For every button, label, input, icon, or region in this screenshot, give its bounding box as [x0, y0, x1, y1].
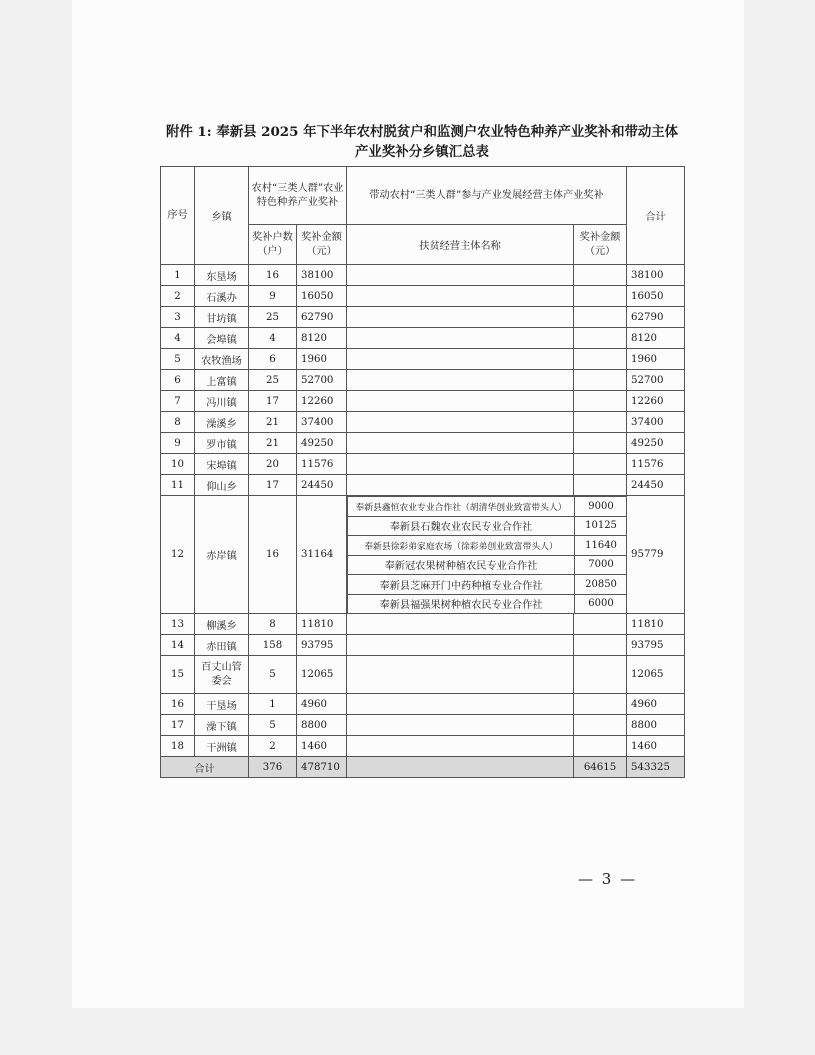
cell-town: 仰山乡	[195, 475, 249, 496]
cell-amount: 12260	[297, 391, 347, 412]
cell-seq: 7	[161, 391, 195, 412]
cell-entity-name	[347, 328, 574, 349]
cell-entity-amount	[574, 614, 627, 635]
cell-total: 16050	[627, 286, 685, 307]
cell-entity-name	[347, 715, 574, 736]
cell-households: 6	[249, 349, 297, 370]
cell-amount: 93795	[297, 635, 347, 656]
cell-households: 17	[249, 475, 297, 496]
cell-entity-amount	[574, 286, 627, 307]
cell-households: 9	[249, 286, 297, 307]
cell-town: 赤岸镇	[195, 496, 249, 614]
header-households: 奖补户数（户）	[249, 225, 297, 265]
entity-list	[347, 496, 627, 613]
cell-town: 宋埠镇	[195, 454, 249, 475]
cell-entity-name	[347, 433, 574, 454]
cell-seq: 3	[161, 307, 195, 328]
cell-town: 冯川镇	[195, 391, 249, 412]
table-row	[161, 433, 685, 454]
cell-seq: 4	[161, 328, 195, 349]
cell-entity-name	[347, 694, 574, 715]
list-item	[348, 555, 627, 575]
cell-town: 澡溪乡	[195, 412, 249, 433]
cell-total: 37400	[627, 412, 685, 433]
cell-amount: 11810	[297, 614, 347, 635]
list-item	[348, 536, 627, 556]
cell-seq: 16	[161, 694, 195, 715]
cell-entity-name	[347, 391, 574, 412]
cell-amount: 49250	[297, 433, 347, 454]
cell-total: 12065	[627, 656, 685, 694]
cell-total: 93795	[627, 635, 685, 656]
table-row	[161, 412, 685, 433]
table-row	[161, 349, 685, 370]
header-row-1	[161, 167, 685, 225]
cell-households: 25	[249, 307, 297, 328]
table-row-with-entities	[161, 496, 685, 614]
cell-amount: 1460	[297, 736, 347, 757]
cell-amount: 37400	[297, 412, 347, 433]
list-item	[348, 497, 627, 517]
table-row	[161, 391, 685, 412]
cell-entity-amount	[574, 307, 627, 328]
cell-entity-amount	[574, 265, 627, 286]
table-row	[161, 265, 685, 286]
entity-amount: 10125	[575, 516, 627, 536]
cell-entity-amount	[574, 433, 627, 454]
cell-total: 52700	[627, 370, 685, 391]
cell-total: 1960	[627, 349, 685, 370]
cell-amount: 62790	[297, 307, 347, 328]
cell-total: 4960	[627, 694, 685, 715]
cell-seq: 8	[161, 412, 195, 433]
cell-total: 11810	[627, 614, 685, 635]
cell-households: 20	[249, 454, 297, 475]
table-row	[161, 454, 685, 475]
cell-entity-amount	[574, 635, 627, 656]
table-row	[161, 635, 685, 656]
list-item	[348, 516, 627, 536]
cell-households: 2	[249, 736, 297, 757]
cell-amount: 8120	[297, 328, 347, 349]
table-row	[161, 656, 685, 694]
cell-entity-amount	[574, 370, 627, 391]
entity-amount: 20850	[575, 575, 627, 595]
cell-entity-amount	[574, 349, 627, 370]
cell-town: 澡下镇	[195, 715, 249, 736]
cell-town: 百丈山管委会	[195, 656, 249, 694]
table-row	[161, 475, 685, 496]
cell-entity-name	[347, 307, 574, 328]
cell-entity-name	[347, 656, 574, 694]
cell-amount: 52700	[297, 370, 347, 391]
entity-name: 奉新冠农果树种植农民专业合作社	[348, 555, 575, 575]
entity-name: 奉新县徐彩弟家庭农场（徐彩弟创业致富带头人）	[348, 536, 575, 556]
cell-amount: 8800	[297, 715, 347, 736]
cell-amount: 4960	[297, 694, 347, 715]
page-number: — 3 —	[578, 870, 638, 888]
cell-households: 8	[249, 614, 297, 635]
cell-total: 95779	[627, 496, 685, 614]
table-row	[161, 328, 685, 349]
cell-seq: 1	[161, 265, 195, 286]
table-row	[161, 286, 685, 307]
table-row	[161, 736, 685, 757]
table-row	[161, 694, 685, 715]
cell-seq: 10	[161, 454, 195, 475]
cell-households: 16	[249, 265, 297, 286]
entity-name: 奉新县福强果树种植农民专业合作社	[348, 594, 575, 613]
table-row	[161, 614, 685, 635]
cell-entity-name	[347, 635, 574, 656]
cell-seq: 14	[161, 635, 195, 656]
cell-amount: 24450	[297, 475, 347, 496]
cell-amount: 31164	[297, 496, 347, 614]
cell-entity-name	[347, 265, 574, 286]
cell-seq: 5	[161, 349, 195, 370]
cell-total: 1460	[627, 736, 685, 757]
cell-seq: 15	[161, 656, 195, 694]
grand-total: 543325	[627, 757, 685, 778]
header-town: 乡镇	[195, 167, 249, 265]
cell-total: 8120	[627, 328, 685, 349]
header-entity-name: 扶贫经营主体名称	[347, 225, 574, 265]
cell-total: 62790	[627, 307, 685, 328]
cell-total: 38100	[627, 265, 685, 286]
cell-seq: 2	[161, 286, 195, 307]
summary-table	[160, 166, 685, 778]
cell-households: 25	[249, 370, 297, 391]
cell-entity-name	[347, 454, 574, 475]
cell-amount: 1960	[297, 349, 347, 370]
cell-households: 158	[249, 635, 297, 656]
table-row	[161, 307, 685, 328]
cell-town: 农牧渔场	[195, 349, 249, 370]
header-amount: 奖补金额（元）	[297, 225, 347, 265]
cell-households: 1	[249, 694, 297, 715]
cell-amount: 11576	[297, 454, 347, 475]
cell-amount: 16050	[297, 286, 347, 307]
cell-town: 干洲镇	[195, 736, 249, 757]
table-row	[161, 370, 685, 391]
cell-town: 会埠镇	[195, 328, 249, 349]
cell-seq: 13	[161, 614, 195, 635]
cell-households: 21	[249, 412, 297, 433]
cell-households: 16	[249, 496, 297, 614]
cell-town: 甘坊镇	[195, 307, 249, 328]
document-title	[160, 122, 684, 162]
header-seq: 序号	[161, 167, 195, 265]
entity-amount: 7000	[575, 555, 627, 575]
cell-entity-name	[347, 475, 574, 496]
entity-name: 奉新县石魏农业农民专业合作社	[348, 516, 575, 536]
cell-entity-amount	[574, 656, 627, 694]
total-entity-amount: 64615	[574, 757, 627, 778]
cell-amount: 38100	[297, 265, 347, 286]
header-total: 合计	[627, 167, 685, 265]
cell-households: 5	[249, 656, 297, 694]
table-row	[161, 715, 685, 736]
cell-town: 干垦场	[195, 694, 249, 715]
cell-entity-name	[347, 736, 574, 757]
cell-seq: 18	[161, 736, 195, 757]
cell-entity-amount	[574, 736, 627, 757]
cell-total: 24450	[627, 475, 685, 496]
cell-town: 赤田镇	[195, 635, 249, 656]
cell-entity-amount	[574, 454, 627, 475]
cell-entity-amount	[574, 391, 627, 412]
cell-entity-name	[347, 370, 574, 391]
total-entity-name	[347, 757, 574, 778]
cell-total: 12260	[627, 391, 685, 412]
cell-town: 石溪办	[195, 286, 249, 307]
entity-amount: 11640	[575, 536, 627, 556]
cell-households: 21	[249, 433, 297, 454]
cell-seq: 12	[161, 496, 195, 614]
entity-amount: 9000	[575, 497, 627, 517]
cell-entity-name	[347, 286, 574, 307]
entity-name: 奉新县芝麻开门中药种植专业合作社	[348, 575, 575, 595]
cell-amount: 12065	[297, 656, 347, 694]
total-label: 合计	[161, 757, 249, 778]
list-item	[348, 575, 627, 595]
cell-town: 东垦场	[195, 265, 249, 286]
entity-list-cell	[347, 496, 627, 614]
header-group-entities: 带动农村“三类人群”参与产业发展经营主体产业奖补	[347, 167, 627, 225]
title-line-1: 附件 1: 奉新县 2025 年下半年农村脱贫户和监测户农业特色种养产业奖补和带动主体	[165, 124, 679, 140]
cell-total: 11576	[627, 454, 685, 475]
total-households: 376	[249, 757, 297, 778]
cell-households: 5	[249, 715, 297, 736]
total-amount: 478710	[297, 757, 347, 778]
entity-name: 奉新县鑫恒农业专业合作社（胡清华创业致富带头人）	[348, 497, 575, 517]
list-item	[348, 594, 627, 613]
cell-entity-amount	[574, 475, 627, 496]
cell-town: 柳溪乡	[195, 614, 249, 635]
cell-town: 上富镇	[195, 370, 249, 391]
cell-seq: 9	[161, 433, 195, 454]
cell-entity-amount	[574, 715, 627, 736]
cell-entity-name	[347, 412, 574, 433]
cell-total: 49250	[627, 433, 685, 454]
header-entity-amount: 奖补金额（元）	[574, 225, 627, 265]
entity-amount: 6000	[575, 594, 627, 613]
cell-town: 罗市镇	[195, 433, 249, 454]
total-row	[161, 757, 685, 778]
title-line-2: 产业奖补分乡镇汇总表	[355, 144, 489, 160]
cell-entity-name	[347, 614, 574, 635]
cell-entity-amount	[574, 328, 627, 349]
cell-entity-amount	[574, 412, 627, 433]
cell-entity-name	[347, 349, 574, 370]
cell-seq: 6	[161, 370, 195, 391]
cell-households: 4	[249, 328, 297, 349]
cell-seq: 17	[161, 715, 195, 736]
cell-total: 8800	[627, 715, 685, 736]
cell-seq: 11	[161, 475, 195, 496]
cell-entity-amount	[574, 694, 627, 715]
header-group-households: 农村“三类人群”农业特色种养产业奖补	[249, 167, 347, 225]
cell-households: 17	[249, 391, 297, 412]
